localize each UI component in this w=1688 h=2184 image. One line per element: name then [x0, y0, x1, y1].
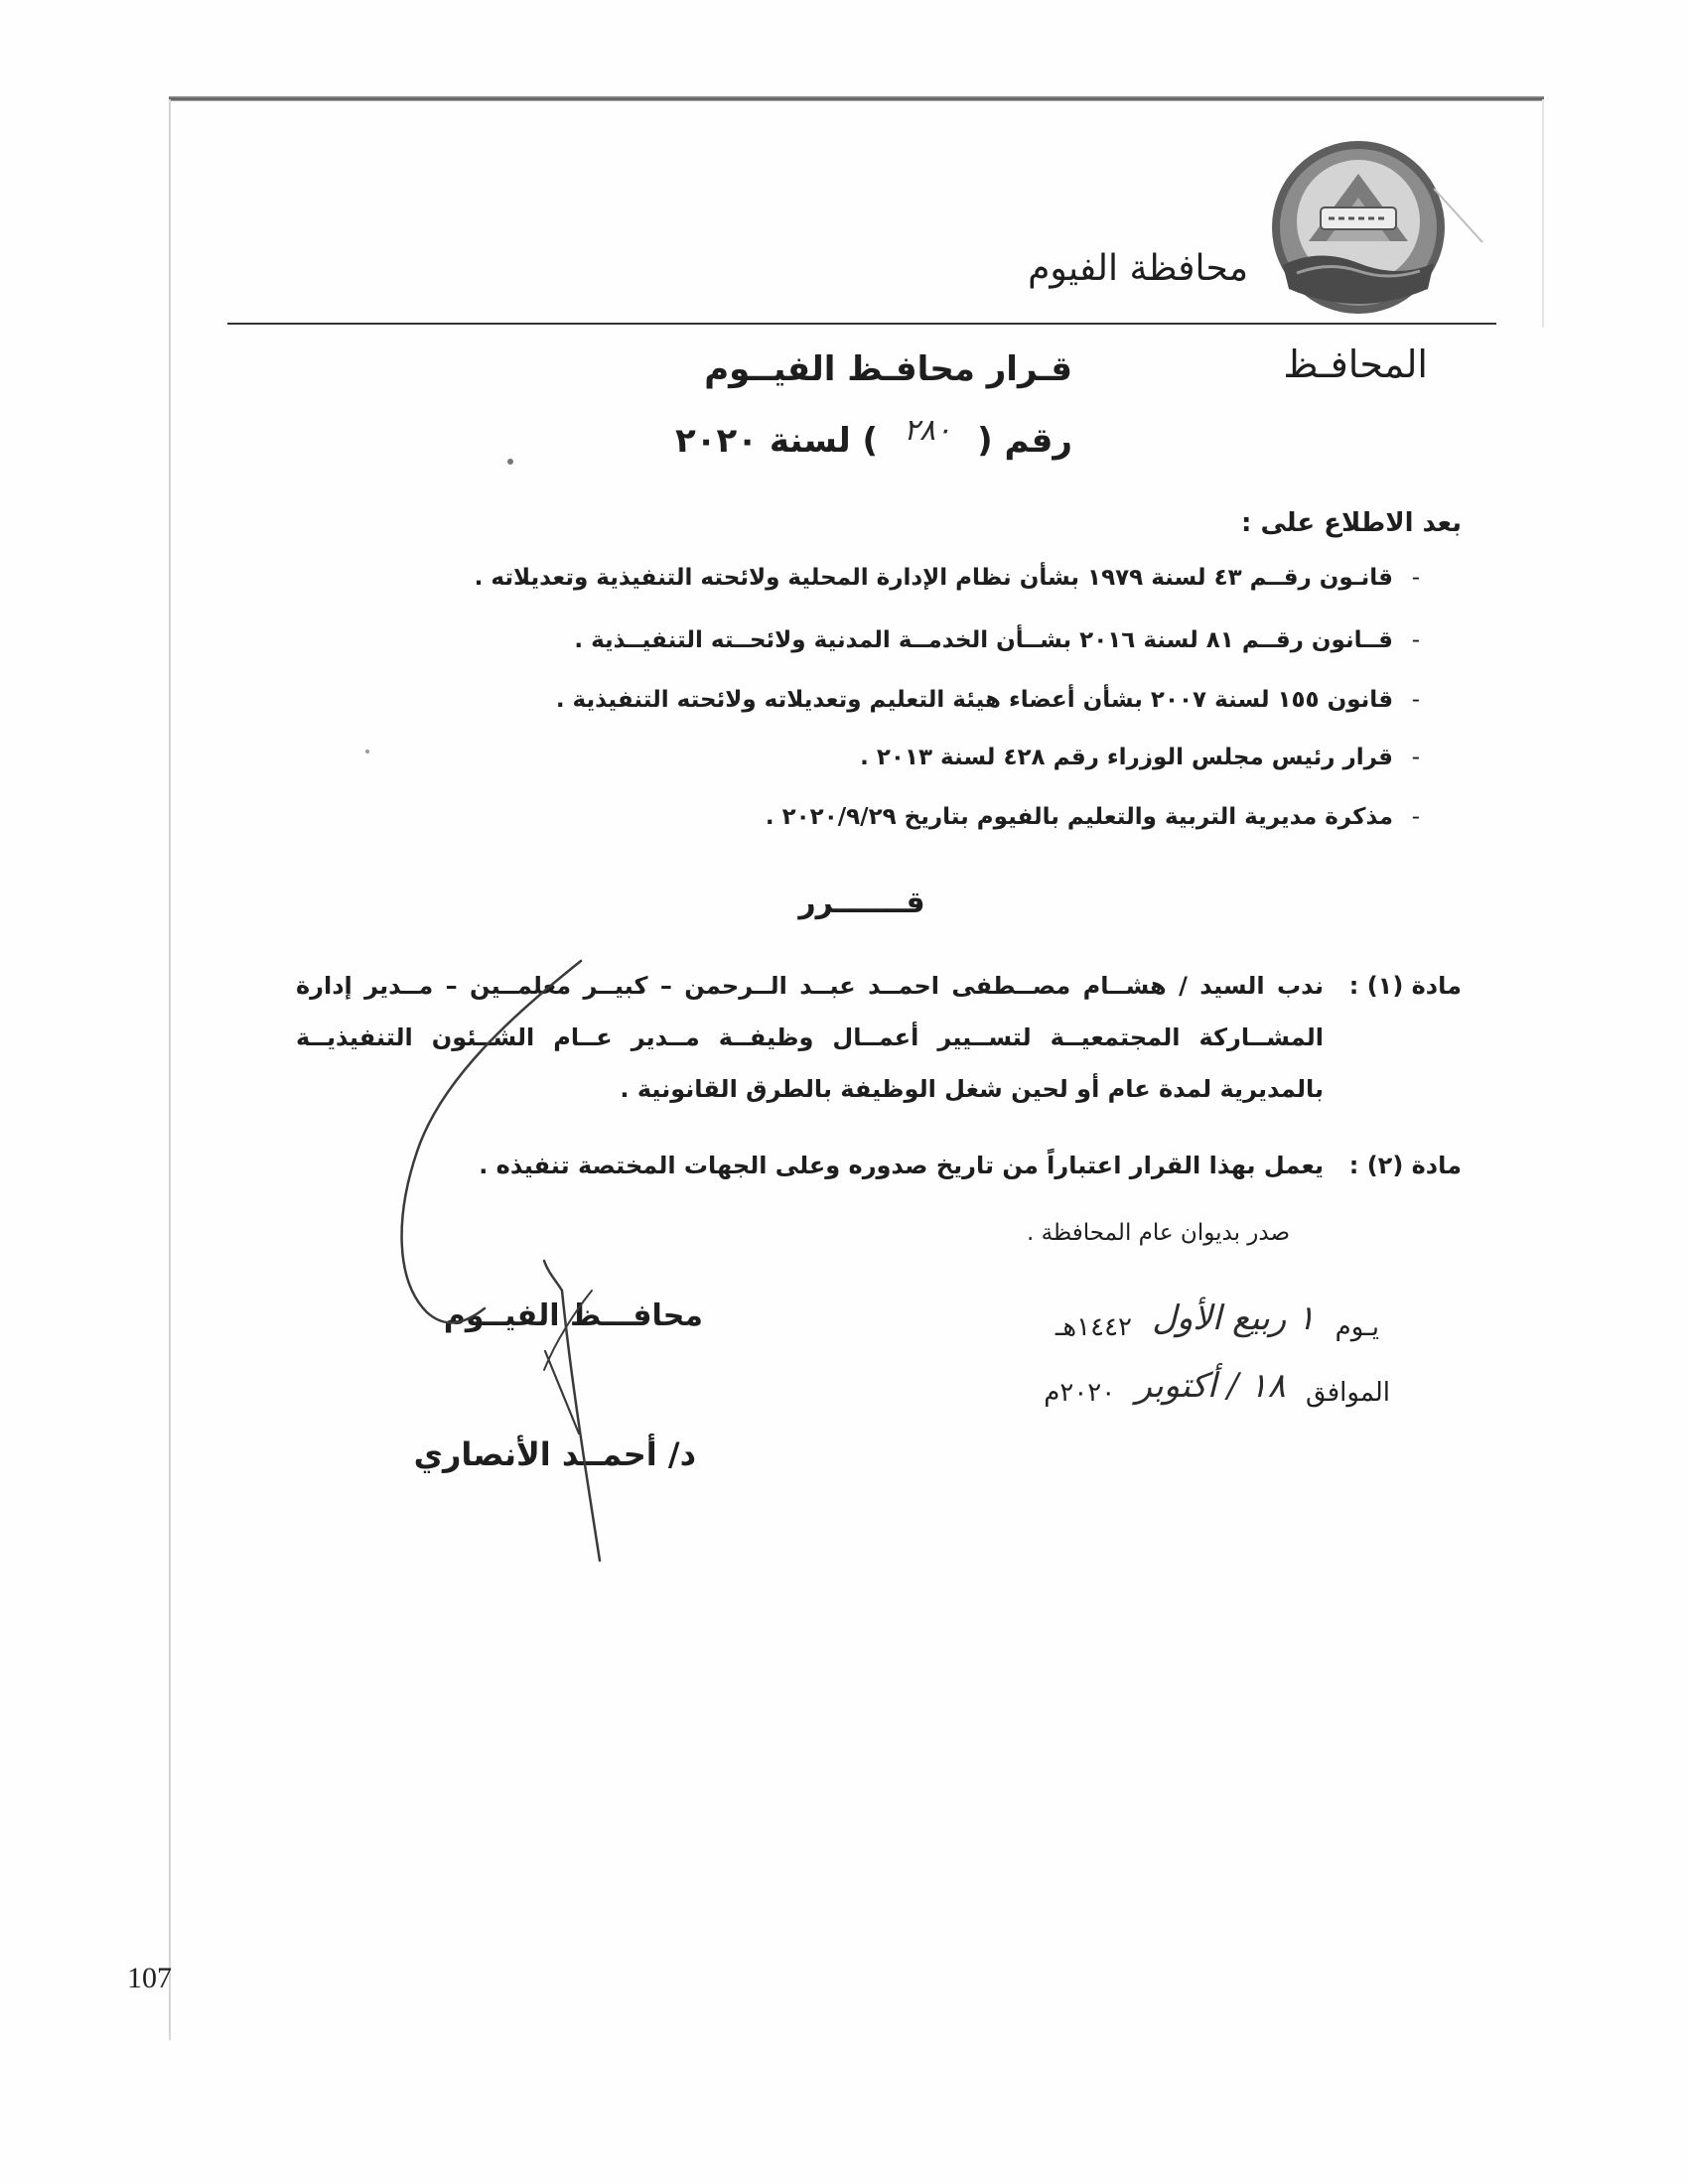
- preamble-heading: بعد الاطلاع على :: [1241, 508, 1462, 538]
- bullet-dash: -: [1411, 565, 1420, 591]
- hijri-date-handwritten: ١ ربيع الأول: [1152, 1298, 1316, 1338]
- signatory-title: محافـــظ الفيــوم: [443, 1298, 703, 1333]
- article-line: بالمديرية لمدة عام أو لحين شغل الوظيفة بالطرق القانونية .: [620, 1075, 1324, 1103]
- decree-number-handwritten: ٢٨٠: [903, 413, 952, 448]
- signatory-name: د/ أحمــد الأنصاري: [413, 1435, 696, 1473]
- bullet-dash: -: [1411, 804, 1420, 830]
- article-label: مادة (٢) :: [1348, 1152, 1462, 1179]
- preamble-item: قــانون رقــم ٨١ لسنة ٢٠١٦ بشــأن الخدمــة المدنية ولائحــته التنفيــذية .: [574, 627, 1393, 653]
- gregorian-date-suffix: ٢٠٢٠م: [1044, 1378, 1116, 1408]
- bullet-dash: -: [1411, 687, 1420, 713]
- decision-heading: قـــــــرر: [798, 886, 925, 920]
- preamble-item: مذكرة مديرية التربية والتعليم بالفيوم بتاريخ ٢٠٢٠/٩/٢٩ .: [765, 804, 1393, 830]
- preamble-item: قانون ١٥٥ لسنة ٢٠٠٧ بشأن أعضاء هيئة التعليم وتعديلاته ولائحته التنفيذية .: [555, 687, 1393, 713]
- gregorian-date-prefix: الموافق: [1306, 1378, 1390, 1408]
- page-number: 107: [127, 1962, 172, 1994]
- bullet-dash: -: [1411, 745, 1420, 770]
- article-line: يعمل بهذا القرار اعتباراً من تاريخ صدوره وعلى الجهات المختصة تنفيذه .: [479, 1152, 1324, 1179]
- decree-title: قـرار محافـظ الفيــوم: [704, 349, 1072, 389]
- governorate-name: محافظة الفيوم: [1028, 248, 1248, 289]
- decree-number-prefix: رقم (: [977, 421, 1072, 461]
- issued-statement: صدر بديوان عام المحافظة .: [1026, 1220, 1290, 1246]
- gregorian-date-handwritten: ١٨ / أكتوبر: [1135, 1366, 1286, 1406]
- bullet-dash: -: [1411, 627, 1420, 653]
- decree-number-line: [675, 413, 1072, 462]
- hijri-date-line: [1055, 1298, 1379, 1345]
- article-label: مادة (١) :: [1348, 972, 1462, 1000]
- article-line: المشــاركة المجتمعيــة لتســيير أعمــال وظيفــة مــدير عــام الشــئون التنفيذيــة: [296, 1024, 1324, 1051]
- gregorian-date-line: [1044, 1366, 1390, 1411]
- hijri-date-suffix: ١٤٤٢هـ: [1055, 1312, 1132, 1342]
- preamble-item: قانـون رقــم ٤٣ لسنة ١٩٧٩ بشأن نظام الإدارة المحلية ولائحته التنفيذية وتعديلاته .: [474, 565, 1393, 591]
- office-title: المحافـظ: [1283, 342, 1428, 386]
- article-line: ندب السيد / هشــام مصــطفى احمــد عبــد الــرحمن – كبيــر معلمــين – مــدير إدارة: [296, 972, 1324, 1000]
- hijri-date-prefix: يـوم: [1335, 1312, 1379, 1342]
- preamble-item: قرار رئيس مجلس الوزراء رقم ٤٢٨ لسنة ٢٠١٣ .: [860, 745, 1393, 770]
- header-rule: [227, 323, 1496, 325]
- decree-number-suffix: ) لسنة ٢٠٢٠: [675, 421, 879, 461]
